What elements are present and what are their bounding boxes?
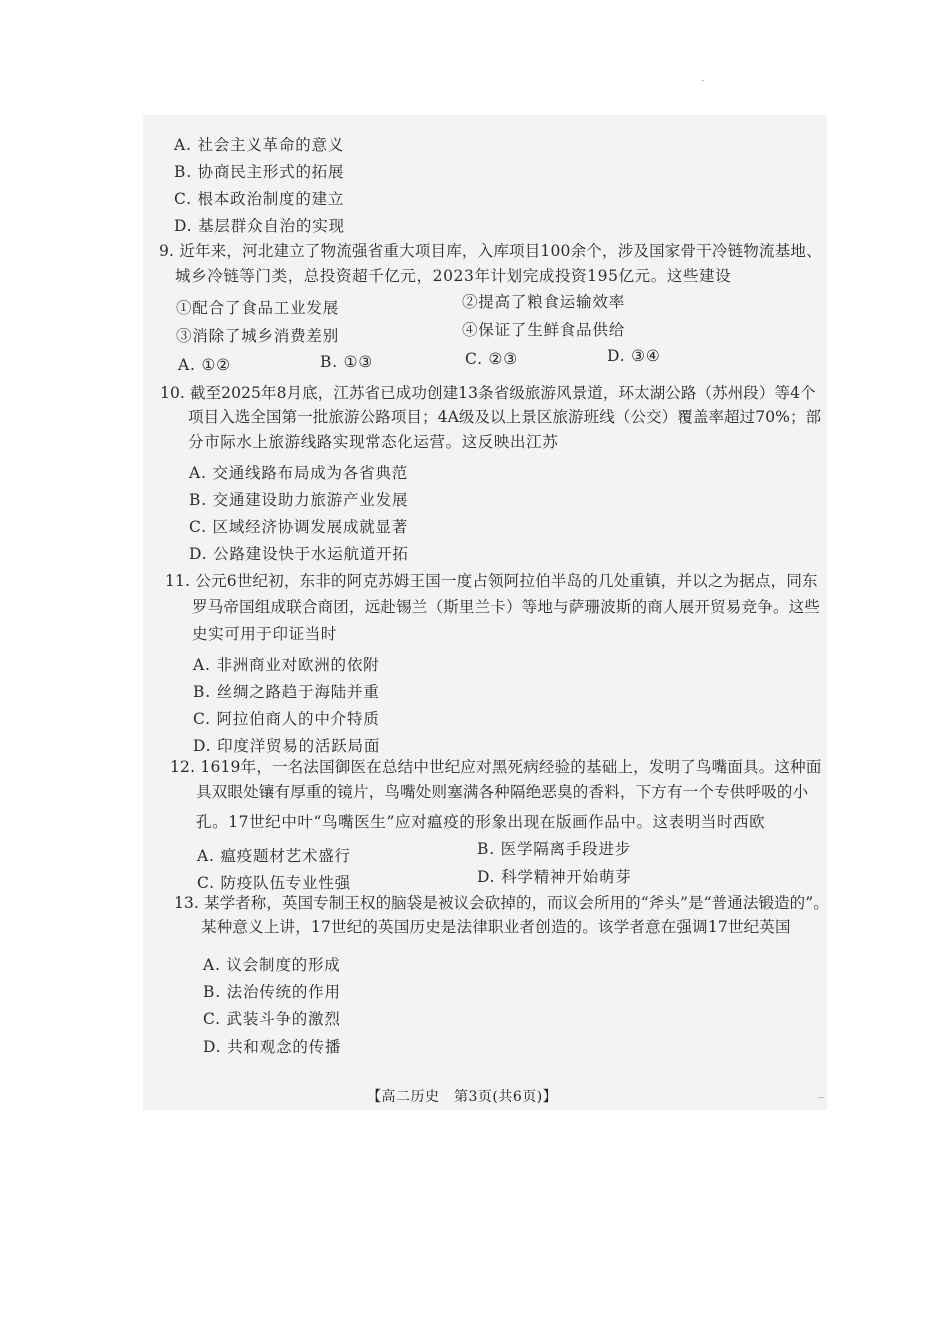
q9-option-b: B. ①③: [320, 353, 374, 371]
scan-speck: [818, 1097, 824, 1098]
scan-speck: [702, 80, 704, 81]
q12-option-d: D. 科学精神开始萌芽: [477, 868, 632, 886]
q11-option-d: D. 印度洋贸易的活跃局面: [193, 737, 381, 755]
q9-item-1: ①配合了食品工业发展: [176, 299, 340, 317]
q12-stem-line3: 孔。17世纪中叶“鸟嘴医生”应对瘟疫的形象出现在版画作品中。这表明当时西欧: [196, 813, 766, 831]
q12-stem-line2: 具双眼处镶有厚重的镜片，鸟嘴处则塞满各种隔绝恶臭的香料，下方有一个专供呼吸的小: [196, 783, 809, 801]
q9-item-2: ②提高了粮食运输效率: [462, 293, 626, 311]
q13-stem-line1: 13. 某学者称，英国专制王权的脑袋是被议会砍掉的，而议会所用的“斧头”是“普通法锻造的”。: [174, 894, 829, 912]
q13-option-c: C. 武装斗争的激烈: [203, 1010, 341, 1028]
q9-stem-line2: 城乡冷链等门类，总投资超千亿元，2023年计划完成投资195亿元。这些建设: [175, 267, 732, 285]
q10-stem-line2: 项目入选全国第一批旅游公路项目；4A级及以上景区旅游班线（公交）覆盖率超过70%；部: [188, 408, 822, 426]
q9-item-3: ③消除了城乡消费差别: [176, 327, 340, 345]
q13-option-d: D. 共和观念的传播: [203, 1038, 342, 1056]
q10-option-a: A. 交通线路布局成为各省典范: [189, 464, 409, 482]
q10-stem-line3: 分市际水上旅游线路实现常态化运营。这反映出江苏: [188, 433, 559, 451]
q11-option-c: C. 阿拉伯商人的中介特质: [193, 710, 380, 728]
q8-option-a: A. 社会主义革命的意义: [174, 136, 345, 154]
q10-stem-line1: 10. 截至2025年8月底，江苏省已成功创建13条省级旅游风景道，环太湖公路（苏州段）等4个: [160, 384, 816, 402]
q9-option-d: D. ③④: [607, 347, 661, 365]
q13-option-b: B. 法治传统的作用: [203, 983, 341, 1001]
q12-option-b: B. 医学隔离手段进步: [477, 840, 632, 858]
page-footer: 【高二历史 第3页(共6页)】: [367, 1089, 558, 1105]
q11-stem-line3: 史实可用于印证当时: [192, 625, 337, 643]
q11-option-b: B. 丝绸之路趋于海陆并重: [193, 683, 380, 701]
q9-stem-line1: 9. 近年来，河北建立了物流强省重大项目库，入库项目100余个，涉及国家骨干冷链物流基地、: [159, 242, 822, 260]
q10-option-b: B. 交通建设助力旅游产业发展: [189, 491, 409, 509]
q8-option-b: B. 协商民主形式的拓展: [174, 163, 345, 181]
q12-stem-line1: 12. 1619年，一名法国御医在总结中世纪应对黑死病经验的基础上，发明了鸟嘴面具。这种面: [170, 758, 822, 776]
q11-stem-line2: 罗马帝国组成联合商团，远赴锡兰（斯里兰卡）等地与萨珊波斯的商人展开贸易竞争。这些: [192, 598, 821, 616]
q12-option-a: A. 瘟疫题材艺术盛行: [197, 847, 351, 865]
q13-stem-line2: 某种意义上讲，17世纪的英国历史是法律职业者创造的。该学者意在强调17世纪英国: [201, 918, 791, 936]
q11-option-a: A. 非洲商业对欧洲的依附: [193, 656, 380, 674]
q8-option-d: D. 基层群众自治的实现: [174, 217, 345, 235]
q11-stem-line1: 11. 公元6世纪初，东非的阿克苏姆王国一度占领阿拉伯半岛的几处重镇，并以之为据点，同东: [165, 572, 818, 590]
q13-option-a: A. 议会制度的形成: [203, 956, 341, 974]
q10-option-c: C. 区域经济协调发展成就显著: [189, 518, 409, 536]
q8-option-c: C. 根本政治制度的建立: [174, 190, 345, 208]
q10-option-d: D. 公路建设快于水运航道开拓: [189, 545, 409, 563]
q9-item-4: ④保证了生鲜食品供给: [462, 321, 626, 339]
q9-option-c: C. ②③: [465, 350, 518, 368]
q9-option-a: A. ①②: [178, 356, 231, 374]
q12-option-c: C. 防疫队伍专业性强: [197, 874, 351, 892]
